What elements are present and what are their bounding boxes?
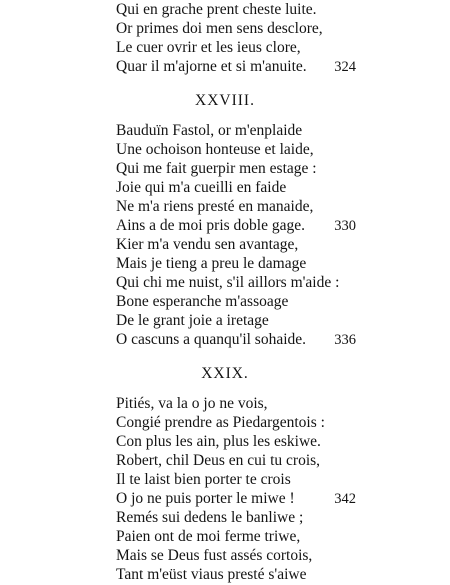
verse-line — [116, 273, 356, 293]
verse-line — [116, 565, 356, 585]
verse-text: Bauduïn Fastol, or m'enplaide — [116, 122, 303, 139]
verse-line — [116, 140, 356, 160]
verse-text: Pitiés, va la o jo ne vois, — [116, 395, 268, 412]
verse-line — [116, 38, 356, 58]
verse-line — [116, 311, 356, 331]
verse-text: O cascuns a quanqu'il sohaide. — [116, 331, 307, 348]
stanza-heading: XXVIII. — [195, 92, 255, 109]
verse-text: Bone esperanche m'assoage — [116, 293, 289, 310]
verse-text: Mais se Deus fust assés cortois, — [116, 547, 313, 564]
verse-line — [116, 235, 356, 255]
verse-text: Qui en grache prent cheste luite. — [116, 1, 317, 18]
verse-text: Quar il m'ajorne et si m'anuite. — [116, 58, 307, 75]
stanza-heading: XXIX. — [201, 365, 249, 382]
verse-text: Or primes doi men sens desclore, — [116, 20, 323, 37]
verse-line — [116, 413, 356, 433]
verse-text: Kier m'a vendu sen avantage, — [116, 236, 299, 253]
verse-text: Ne m'a riens presté en manaide, — [116, 198, 314, 215]
verse-line — [116, 254, 356, 274]
verse-text: O jo ne puis porter le miwe ! — [116, 490, 295, 507]
verse-line — [116, 121, 356, 141]
verse-text: Robert, chil Deus en cui tu crois, — [116, 452, 321, 469]
verse-text: Le cuer ovrir et les ieus clore, — [116, 39, 301, 56]
verse-line — [116, 159, 356, 179]
verse-line — [116, 432, 356, 452]
verse-text: Qui chi me nuist, s'il aillors m'aide : — [116, 274, 340, 291]
verse-line — [116, 19, 356, 39]
verse-line — [116, 394, 356, 414]
line-number: 336 — [334, 332, 356, 348]
verse-text: Il te laist bien porter te crois — [116, 471, 291, 488]
verse-text: Congié prendre as Piedargentois : — [116, 414, 325, 431]
verse-line — [116, 470, 356, 490]
line-number: 330 — [334, 218, 356, 234]
verse-line — [116, 546, 356, 566]
verse-line — [116, 508, 356, 528]
line-number: 324 — [334, 59, 356, 75]
verse-line — [116, 197, 356, 217]
verse-text: Joie qui m'a cueilli en faide — [116, 179, 287, 196]
verse-text: Remés sui dedens le banliwe ; — [116, 509, 304, 526]
verse-text: Tant m'eüst viaus presté s'aiwe — [116, 566, 307, 583]
verse-line — [116, 216, 356, 236]
verse-text: Paien ont de moi ferme triwe, — [116, 528, 301, 545]
verse-line — [116, 57, 356, 77]
line-number: 342 — [334, 491, 356, 507]
verse-line — [116, 489, 356, 509]
verse-line — [116, 292, 356, 312]
verse-line — [116, 0, 356, 20]
verse-line — [116, 330, 356, 350]
verse-text: De le grant joie a iretage — [116, 312, 269, 329]
verse-line — [116, 178, 356, 198]
verse-text: Ains a de moi pris doble gage. — [116, 217, 305, 234]
verse-text: Mais je tieng a preu le damage — [116, 255, 307, 272]
verse-line — [116, 527, 356, 547]
verse-line — [116, 451, 356, 471]
verse-text: Con plus les ain, plus les eskiwe. — [116, 433, 321, 450]
verse-text: Une ochoison honteuse et laide, — [116, 141, 314, 158]
verse-text: Qui me fait guerpir men estage : — [116, 160, 317, 177]
